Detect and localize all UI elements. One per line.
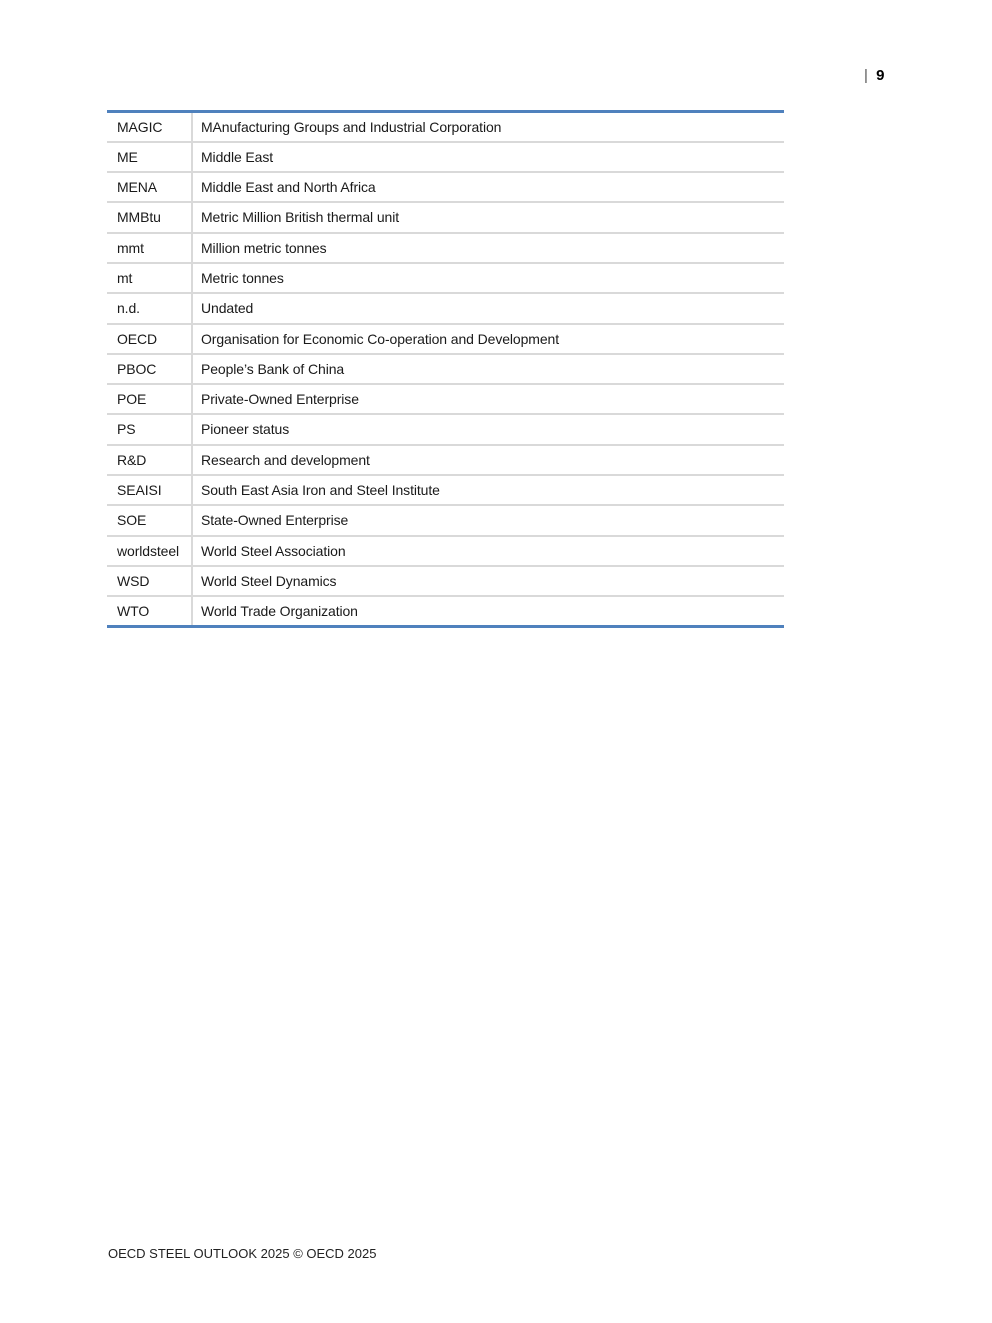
table-row [107, 384, 784, 414]
definition-cell: People’s Bank of China [192, 354, 784, 384]
table-row [107, 566, 784, 596]
table-row [107, 445, 784, 475]
abbreviation-cell: mmt [107, 233, 192, 263]
definition-cell: Middle East [192, 142, 784, 172]
table-row [107, 202, 784, 232]
definition-cell: Pioneer status [192, 414, 784, 444]
table-row [107, 414, 784, 444]
table-row [107, 596, 784, 626]
table-row [107, 142, 784, 172]
table-row [107, 536, 784, 566]
definition-cell: South East Asia Iron and Steel Institute [192, 475, 784, 505]
abbreviation-cell: SOE [107, 505, 192, 535]
table-row [107, 172, 784, 202]
table-row [107, 354, 784, 384]
table-row [107, 505, 784, 535]
definition-cell: World Steel Association [192, 536, 784, 566]
definition-cell: World Trade Organization [201, 603, 358, 620]
definition-cell: World Steel Dynamics [192, 566, 784, 596]
abbreviation-cell: MAGIC [107, 112, 192, 142]
abbreviations-table [107, 110, 784, 628]
abbreviation-cell: PS [107, 414, 192, 444]
abbreviation-cell: POE [107, 384, 192, 414]
definition-cell: Middle East and North Africa [192, 172, 784, 202]
abbreviation-cell: n.d. [107, 293, 192, 323]
definition-cell: Private-Owned Enterprise [192, 384, 784, 414]
abbreviation-cell: worldsteel [107, 536, 192, 566]
table-row [107, 112, 784, 142]
abbreviation-cell: WSD [107, 566, 192, 596]
abbreviation-cell: OECD [107, 324, 192, 354]
table-row [107, 263, 784, 293]
abbreviation-cell: mt [107, 263, 192, 293]
definition-cell: Organisation for Economic Co-operation and Development [192, 324, 784, 354]
abbreviation-cell: MENA [107, 172, 192, 202]
page-footer: OECD STEEL OUTLOOK 2025 © OECD 2025 [108, 1246, 377, 1261]
table-row [107, 475, 784, 505]
definition-cell: MAnufacturing Groups and Industrial Corporation [192, 112, 784, 142]
table-row [107, 293, 784, 323]
definition-cell: Metric tonnes [192, 263, 784, 293]
abbreviation-cell: MMBtu [107, 202, 192, 232]
abbreviation-cell: WTO [107, 596, 192, 626]
table-row [107, 324, 784, 354]
page-number-value: 9 [876, 67, 885, 84]
definition-cell: Research and development [192, 445, 784, 475]
definition-cell: Metric Million British thermal unit [192, 202, 784, 232]
definition-cell: State-Owned Enterprise [192, 505, 784, 535]
definition-cell: Undated [192, 293, 784, 323]
page-number [864, 66, 884, 86]
table-row [107, 233, 784, 263]
abbreviation-cell: PBOC [107, 354, 192, 384]
abbreviations-table-body [107, 112, 784, 627]
abbreviation-cell: R&D [107, 445, 192, 475]
abbreviation-cell: ME [107, 142, 192, 172]
abbreviation-cell: SEAISI [107, 475, 192, 505]
page-number-separator: | [864, 67, 868, 84]
definition-cell: Million metric tonnes [192, 233, 784, 263]
